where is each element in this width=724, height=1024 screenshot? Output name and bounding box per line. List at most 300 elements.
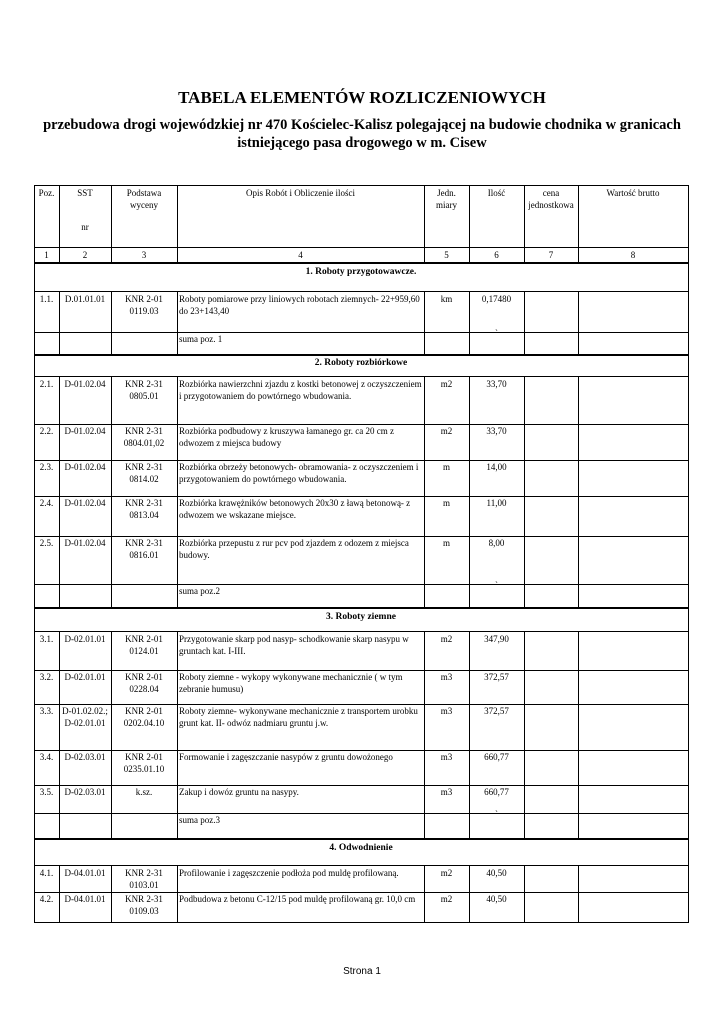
section-heading: 3. Roboty ziemne <box>326 612 396 622</box>
row-podstawa: KNR 2-01 0124.01 <box>125 634 163 656</box>
table-rule <box>59 785 60 813</box>
table-rule <box>578 632 579 670</box>
row-poz: 2.1. <box>39 379 54 389</box>
row-ilosc: 33,70 <box>486 426 507 436</box>
table-rule <box>59 292 60 332</box>
table-rule <box>34 354 689 356</box>
document-title: TABELA ELEMENTÓW ROZLICZENIOWYCH <box>178 88 546 107</box>
table-rule <box>578 785 579 813</box>
table-rule <box>111 536 112 584</box>
table-rule <box>111 185 112 247</box>
row-poz: 3.4. <box>39 752 54 762</box>
column-number: 4 <box>298 250 303 260</box>
table-rule <box>469 892 470 922</box>
row-ilosc: 33,70 <box>486 379 507 389</box>
section-sum-mark: ` <box>495 328 498 338</box>
table-rule <box>578 704 579 750</box>
table-rule <box>34 607 689 609</box>
table-rule <box>424 377 425 424</box>
row-ilosc: 0,17480 <box>481 294 512 304</box>
table-rule <box>111 332 112 354</box>
table-rule <box>177 584 178 607</box>
table-rule <box>578 584 579 607</box>
table-rule <box>59 536 60 584</box>
table-rule <box>34 609 35 632</box>
row-jm: m2 <box>440 426 453 436</box>
table-rule <box>688 609 689 632</box>
table-rule <box>111 584 112 607</box>
table-rule <box>424 892 425 922</box>
section-sum-label: suma poz.3 <box>179 815 220 825</box>
table-rule <box>34 840 35 866</box>
row-podstawa: KNR 2-01 0119.03 <box>125 294 163 316</box>
table-rule <box>59 584 60 607</box>
table-rule <box>111 424 112 460</box>
row-jm: m <box>442 498 450 508</box>
row-sst: D-01.02.04 <box>64 426 106 436</box>
table-rule <box>59 750 60 785</box>
table-rule <box>424 536 425 584</box>
row-ilosc: 372,57 <box>484 672 509 682</box>
table-rule <box>111 292 112 332</box>
table-rule <box>34 185 689 186</box>
table-rule <box>177 247 178 262</box>
table-rule <box>34 496 689 497</box>
table-rule <box>578 750 579 785</box>
table-rule <box>59 185 60 247</box>
table-rule <box>469 377 470 424</box>
table-rule <box>177 424 178 460</box>
table-rule <box>688 460 689 496</box>
table-rule <box>469 750 470 785</box>
table-rule <box>424 496 425 536</box>
table-rule <box>34 892 35 922</box>
table-rule <box>578 332 579 354</box>
table-rule <box>59 632 60 670</box>
row-sst: D-02.03.01 <box>64 787 106 797</box>
table-rule <box>688 866 689 892</box>
table-rule <box>111 247 112 262</box>
table-rule <box>177 332 178 354</box>
table-rule <box>524 185 525 247</box>
row-poz: 2.2. <box>39 426 54 436</box>
row-ilosc: 8,00 <box>488 538 505 548</box>
row-opis: Roboty pomiarowe przy liniowych robotach ziemnych- 22+959,60 do 23+143,40 <box>179 294 420 316</box>
table-rule <box>424 460 425 496</box>
column-number: 8 <box>630 250 636 260</box>
header-sst: SST <box>77 188 93 198</box>
table-rule <box>424 584 425 607</box>
column-number: 6 <box>494 250 499 260</box>
row-ilosc: 660,77 <box>484 752 509 762</box>
table-rule <box>34 584 35 607</box>
header-opis: Opis Robót i Obliczenie ilości <box>246 188 355 198</box>
table-rule <box>424 292 425 332</box>
table-rule <box>688 292 689 332</box>
section-sum-mark: ` <box>495 809 498 819</box>
table-rule <box>34 670 35 704</box>
table-rule <box>111 460 112 496</box>
table-rule <box>59 670 60 704</box>
table-rule <box>578 460 579 496</box>
row-jm: m2 <box>440 634 453 644</box>
table-rule <box>688 670 689 704</box>
row-sst: D-01.02.04 <box>64 379 106 389</box>
table-rule <box>578 670 579 704</box>
table-rule <box>59 460 60 496</box>
table-rule <box>34 785 689 786</box>
table-rule <box>424 785 425 813</box>
table-rule <box>578 185 579 247</box>
row-poz: 4.2. <box>39 894 54 904</box>
table-rule <box>177 785 178 813</box>
header-cena: cena jednostkowa <box>528 188 574 210</box>
table-rule <box>111 866 112 892</box>
table-rule <box>111 892 112 922</box>
table-rule <box>34 262 689 264</box>
table-rule <box>34 813 689 814</box>
row-podstawa: KNR 2-31 0814.02 <box>125 462 163 484</box>
row-opis: Rozbiórka przepustu z rur pcv pod zjazdem z odozem z miejsca budowy. <box>179 538 409 560</box>
row-poz: 2.4. <box>39 498 54 508</box>
table-rule <box>524 460 525 496</box>
table-rule <box>469 704 470 750</box>
row-sst: D-01.02.04 <box>64 462 106 472</box>
column-number: 7 <box>548 250 554 260</box>
table-rule <box>111 377 112 424</box>
section-heading: 4. Odwodnienie <box>329 843 393 853</box>
table-rule <box>688 750 689 785</box>
table-rule <box>688 496 689 536</box>
table-rule <box>688 264 689 292</box>
table-rule <box>34 376 689 377</box>
table-rule <box>177 892 178 922</box>
table-rule <box>469 866 470 892</box>
row-opis: Roboty ziemne- wykonywane mechanicznie z transportem urobku grunt kat. II- odwóz nadmiaru gruntu j.w. <box>179 706 418 728</box>
table-rule <box>469 785 470 813</box>
row-poz: 4.1. <box>39 868 54 878</box>
table-rule <box>424 247 425 262</box>
header-podstawa: Podstawa wyceny <box>126 188 162 210</box>
table-rule <box>524 892 525 922</box>
table-rule <box>34 838 689 840</box>
table-rule <box>469 670 470 704</box>
row-jm: m3 <box>440 672 453 682</box>
document-subtitle: przebudowa drogi wojewódzkiej nr 470 Kościelec-Kalisz polegającej na budowie chodnika w granicach istniejącego pasa drogowego w m. Cisew <box>43 117 681 151</box>
column-number: 1 <box>44 250 49 260</box>
table-rule <box>424 424 425 460</box>
table-rule <box>424 332 425 354</box>
table-rule <box>177 750 178 785</box>
table-rule <box>524 292 525 332</box>
table-rule <box>688 840 689 866</box>
table-rule <box>34 292 35 332</box>
table-rule <box>688 332 689 354</box>
table-rule <box>578 536 579 584</box>
table-rule <box>34 377 35 424</box>
table-rule <box>59 866 60 892</box>
row-opis: Rozbiórka podbudowy z kruszywa łamanego gr. ca 20 cm z odwozem z miejsca budowy <box>179 426 394 448</box>
table-rule <box>688 813 689 838</box>
table-rule <box>524 536 525 584</box>
table-rule <box>111 704 112 750</box>
row-poz: 3.2. <box>39 672 54 682</box>
row-poz: 3.5. <box>39 787 54 797</box>
row-ilosc: 40,50 <box>486 868 507 878</box>
table-rule <box>59 892 60 922</box>
table-rule <box>111 496 112 536</box>
table-rule <box>111 670 112 704</box>
table-rule <box>177 496 178 536</box>
row-ilosc: 372,57 <box>484 706 509 716</box>
row-sst: D-04.01.01 <box>64 894 106 904</box>
table-rule <box>524 785 525 813</box>
table-rule <box>424 704 425 750</box>
table-rule <box>469 185 470 247</box>
table-rule <box>688 584 689 607</box>
table-rule <box>688 632 689 670</box>
table-rule <box>177 813 178 838</box>
row-podstawa: k.sz. <box>135 787 153 797</box>
row-podstawa: KNR 2-01 0202.04.10 <box>123 706 165 728</box>
row-ilosc: 660,77 <box>484 787 509 797</box>
table-rule <box>34 185 35 247</box>
header-sst-nr: nr <box>81 222 89 232</box>
table-rule <box>59 332 60 354</box>
table-rule <box>34 291 689 292</box>
row-ilosc: 40,50 <box>486 894 507 904</box>
row-podstawa: KNR 2-31 0813.04 <box>125 498 163 520</box>
table-rule <box>688 892 689 922</box>
table-rule <box>469 584 470 607</box>
row-opis: Profilowanie i zagęszczenie podłoża pod muldę profilowaną. <box>179 868 399 878</box>
table-rule <box>469 813 470 838</box>
row-sst: D-01.02.04 <box>64 538 106 548</box>
table-rule <box>34 536 35 584</box>
section-heading: 1. Roboty przygotowawcze. <box>305 267 417 277</box>
row-jm: m3 <box>440 752 453 762</box>
table-rule <box>34 355 35 377</box>
row-podstawa: KNR 2-31 0805.01 <box>125 379 163 401</box>
row-podstawa: KNR 2-01 0228.04 <box>125 672 163 694</box>
table-rule <box>469 496 470 536</box>
table-rule <box>524 670 525 704</box>
table-rule <box>688 536 689 584</box>
row-ilosc: 11,00 <box>486 498 507 508</box>
row-podstawa: KNR 2-01 0235.01.10 <box>123 752 165 774</box>
table-rule <box>34 332 689 333</box>
row-jm: m <box>442 462 450 472</box>
table-rule <box>34 750 35 785</box>
table-rule <box>688 185 689 247</box>
table-rule <box>578 292 579 332</box>
table-rule <box>34 892 689 893</box>
row-jm: m3 <box>440 787 453 797</box>
table-rule <box>34 704 689 705</box>
table-rule <box>34 704 35 750</box>
row-podstawa: KNR 2-31 0103.01 <box>125 868 163 890</box>
table-rule <box>177 536 178 584</box>
header-ilosc: Ilość <box>487 188 506 198</box>
section-sum-label: suma poz.2 <box>179 586 220 596</box>
row-jm: m2 <box>440 894 453 904</box>
row-opis: Rozbiórka obrzeży betonowych- obramowania- z oczyszczeniem i przygotowaniem do powtórnego wbudowania. <box>179 462 419 484</box>
table-rule <box>177 632 178 670</box>
table-rule <box>34 247 35 262</box>
table-rule <box>578 424 579 460</box>
table-rule <box>177 377 178 424</box>
row-sst: D-02.01.01 <box>64 672 106 682</box>
table-rule <box>524 866 525 892</box>
header-jedn: Jedn. miary <box>436 188 457 210</box>
table-rule <box>688 704 689 750</box>
table-rule <box>59 704 60 750</box>
table-rule <box>524 704 525 750</box>
table-rule <box>34 247 689 248</box>
table-rule <box>34 424 689 425</box>
column-number: 5 <box>444 250 449 260</box>
table-rule <box>34 785 35 813</box>
row-jm: km <box>440 294 453 304</box>
section-heading: 2. Roboty rozbiórkowe <box>314 358 408 368</box>
table-rule <box>688 424 689 460</box>
table-rule <box>111 750 112 785</box>
table-rule <box>524 247 525 262</box>
row-jm: m3 <box>440 706 453 716</box>
row-jm: m2 <box>440 379 453 389</box>
row-opis: Formowanie i zagęszczanie nasypów z gruntu dowożonego <box>179 752 393 762</box>
table-rule <box>59 247 60 262</box>
table-rule <box>688 377 689 424</box>
table-rule <box>469 292 470 332</box>
table-rule <box>424 632 425 670</box>
table-rule <box>34 750 689 751</box>
table-rule <box>34 866 35 892</box>
table-rule <box>34 865 689 866</box>
row-sst: D-01.02.04 <box>64 498 106 508</box>
table-rule <box>524 332 525 354</box>
table-rule <box>177 460 178 496</box>
table-rule <box>688 355 689 377</box>
table-rule <box>177 292 178 332</box>
row-sst: D.01.01.01 <box>64 294 106 304</box>
table-rule <box>177 704 178 750</box>
table-rule <box>524 496 525 536</box>
row-opis: Podbudowa z betonu C-12/15 pod muldę profilowaną gr. 10,0 cm <box>179 894 416 904</box>
column-number: 2 <box>82 250 88 260</box>
row-poz: 2.3. <box>39 462 54 472</box>
table-rule <box>34 813 35 838</box>
row-opis: Przygotowanie skarp pod nasyp- schodkowanie skarp nasypu w gruntach kat. I-III. <box>179 634 409 656</box>
table-rule <box>424 813 425 838</box>
table-rule <box>111 632 112 670</box>
table-rule <box>524 424 525 460</box>
table-rule <box>34 460 689 461</box>
column-number: 3 <box>141 250 147 260</box>
section-sum-mark: ` <box>495 580 498 590</box>
table-rule <box>524 750 525 785</box>
row-opis: Rozbiórka krawężników betonowych 20x30 z ławą betonową- z odwozem we wskazane miejsce. <box>179 498 411 520</box>
row-ilosc: 14,00 <box>486 462 507 472</box>
table-rule <box>59 377 60 424</box>
row-poz: 2.5. <box>39 538 54 548</box>
table-rule <box>34 536 689 537</box>
table-rule <box>177 866 178 892</box>
row-podstawa: KNR 2-31 0816.01 <box>125 538 163 560</box>
table-rule <box>34 424 35 460</box>
table-rule <box>34 584 689 585</box>
table-rule <box>578 866 579 892</box>
table-rule <box>59 424 60 460</box>
row-sst: D-02.01.01 <box>64 634 106 644</box>
table-rule <box>688 785 689 813</box>
table-rule <box>578 892 579 922</box>
table-rule <box>34 631 689 632</box>
row-podstawa: KNR 2-31 0109.03 <box>125 894 163 916</box>
table-rule <box>111 785 112 813</box>
row-sst: D-04.01.01 <box>64 868 106 878</box>
table-rule <box>688 247 689 262</box>
row-sst: D-01.02.02.; D-02.01.01 <box>62 706 108 728</box>
row-opis: Zakup i dowóz gruntu na nasypy. <box>179 787 299 797</box>
table-rule <box>111 813 112 838</box>
table-rule <box>469 632 470 670</box>
row-jm: m <box>442 538 450 548</box>
header-poz: Poz. <box>38 188 55 198</box>
table-rule <box>469 460 470 496</box>
table-rule <box>59 813 60 838</box>
table-rule <box>34 496 35 536</box>
table-rule <box>34 332 35 354</box>
table-rule <box>424 866 425 892</box>
table-rule <box>34 922 689 923</box>
table-rule <box>524 377 525 424</box>
table-rule <box>578 813 579 838</box>
table-rule <box>177 185 178 247</box>
row-ilosc: 347,90 <box>484 634 509 644</box>
table-rule <box>469 536 470 584</box>
table-rule <box>424 185 425 247</box>
section-sum-label: suma poz. 1 <box>179 334 223 344</box>
table-rule <box>424 670 425 704</box>
row-sst: D-02.03.01 <box>64 752 106 762</box>
table-rule <box>578 377 579 424</box>
table-rule <box>59 496 60 536</box>
row-jm: m2 <box>440 868 453 878</box>
header-wartosc: Wartość brutto <box>606 188 660 198</box>
row-poz: 3.3. <box>39 706 54 716</box>
row-opis: Rozbiórka nawierzchni zjazdu z kostki betonowej z oczyszczeniem i przygotowaniem do powtórnego wbudowania. <box>179 379 422 401</box>
table-rule <box>34 670 689 671</box>
table-rule <box>177 670 178 704</box>
row-poz: 3.1. <box>39 634 54 644</box>
row-poz: 1.1. <box>39 294 54 304</box>
table-rule <box>524 584 525 607</box>
table-rule <box>524 813 525 838</box>
table-rule <box>34 632 35 670</box>
table-rule <box>524 632 525 670</box>
table-rule <box>34 264 35 292</box>
table-rule <box>424 750 425 785</box>
table-rule <box>469 247 470 262</box>
table-rule <box>469 332 470 354</box>
table-rule <box>578 247 579 262</box>
row-opis: Roboty ziemne - wykopy wykonywane mechanicznie ( w tym zebranie humusu) <box>179 672 403 694</box>
table-rule <box>34 460 35 496</box>
table-rule <box>469 424 470 460</box>
table-rule <box>578 496 579 536</box>
row-podstawa: KNR 2-31 0804.01,02 <box>123 426 165 448</box>
